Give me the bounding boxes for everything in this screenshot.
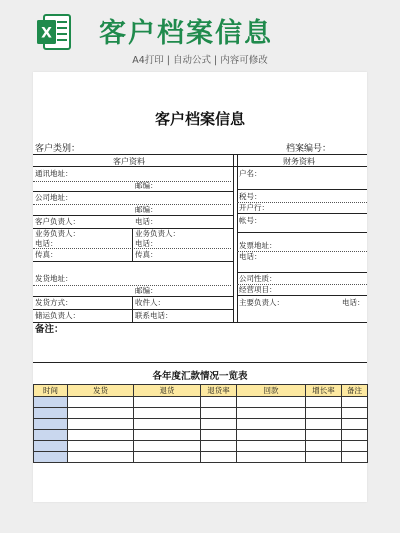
banner: [0, 0, 400, 72]
row-border: [237, 272, 367, 273]
main-manager-phone-label: 电话：: [342, 298, 365, 307]
table-cell[interactable]: [342, 441, 368, 452]
table-cell[interactable]: [201, 419, 237, 430]
table-cell[interactable]: [134, 441, 201, 452]
table-cell[interactable]: [237, 408, 306, 419]
row-border: [33, 296, 233, 297]
excel-icon: [35, 13, 73, 51]
banner-title: 客户档案信息: [99, 18, 273, 49]
row-border: [33, 215, 233, 216]
sheet-title: 客户档案信息: [154, 110, 245, 128]
row-border: [33, 191, 233, 192]
phone-right-label: 电话：: [239, 252, 262, 261]
remark-bottom-border: [33, 362, 367, 363]
row-border: [237, 232, 367, 233]
table-cell[interactable]: [68, 441, 134, 452]
fax-label-2: 传真：: [135, 250, 158, 259]
table-cell[interactable]: [237, 441, 306, 452]
customer-type-label: 客户类别：: [35, 144, 81, 154]
table-cell[interactable]: [34, 397, 68, 408]
table-cell[interactable]: [134, 408, 201, 419]
file-no-label: 档案编号：: [286, 144, 332, 154]
table-cell[interactable]: [201, 397, 237, 408]
table-cell[interactable]: [306, 419, 342, 430]
ship-method-label: 发货方式：: [35, 298, 73, 307]
tax-no-label: 税号：: [239, 192, 262, 201]
business-manager-label-2: 业务负责人：: [135, 229, 180, 238]
dotted-line: [33, 181, 231, 182]
summary-table: [33, 384, 368, 463]
summary-title: 各年度汇款情况一览表: [152, 371, 248, 382]
table-cell[interactable]: [237, 430, 306, 441]
table-cell[interactable]: [34, 419, 68, 430]
excel-logo-letter: X: [41, 25, 52, 42]
table-cell[interactable]: [201, 452, 237, 463]
table-cell[interactable]: [134, 419, 201, 430]
row-border: [237, 189, 367, 190]
table-cell[interactable]: [68, 452, 134, 463]
table-cell[interactable]: [306, 430, 342, 441]
table-cell[interactable]: [237, 419, 306, 430]
zip-label-3: 邮编：: [135, 286, 158, 295]
table-cell[interactable]: [306, 452, 342, 463]
phone-label-2: 电话：: [35, 239, 58, 248]
table-row: [34, 408, 368, 419]
company-nature-label: 公司性质：: [239, 274, 277, 283]
summary-column-header: 退货: [134, 385, 201, 397]
account-name-label: 户名：: [239, 169, 262, 178]
table-cell[interactable]: [201, 408, 237, 419]
banner-subtitle: A4打印 | 自动公式 | 内容可修改: [132, 55, 268, 66]
table-cell[interactable]: [34, 408, 68, 419]
table-cell[interactable]: [306, 397, 342, 408]
summary-column-header: 备注: [342, 385, 368, 397]
table-cell[interactable]: [68, 430, 134, 441]
business-scope-label: 经营项目：: [239, 285, 277, 294]
table-cell[interactable]: [306, 408, 342, 419]
table-cell[interactable]: [342, 419, 368, 430]
section-header-border: [33, 166, 367, 167]
table-row: [34, 419, 368, 430]
phone-label-1: 电话：: [135, 217, 158, 226]
table-cell[interactable]: [68, 408, 134, 419]
section-divider-2: [237, 154, 238, 322]
bank-label: 开户行：: [239, 203, 269, 212]
table-cell[interactable]: [134, 430, 201, 441]
grid-mid-border: [33, 322, 367, 323]
summary-column-header: 增长率: [306, 385, 342, 397]
summary-column-header: 回款: [237, 385, 306, 397]
row-border: [237, 295, 367, 296]
section-divider-1: [233, 154, 234, 322]
table-cell[interactable]: [237, 452, 306, 463]
main-manager-label: 主要负责人：: [239, 298, 284, 307]
left-section-title: 客户资料: [113, 157, 145, 166]
row-border: [33, 309, 233, 310]
right-section-title: 财务资料: [283, 157, 315, 166]
zip-label-1: 邮编：: [135, 181, 158, 190]
table-cell[interactable]: [34, 441, 68, 452]
column-divider: [132, 296, 133, 322]
table-cell[interactable]: [342, 397, 368, 408]
zip-label-2: 邮编：: [135, 205, 158, 214]
table-cell[interactable]: [34, 452, 68, 463]
dotted-line: [33, 285, 231, 286]
storage-manager-label: 储运负责人：: [35, 311, 80, 320]
table-cell[interactable]: [68, 419, 134, 430]
account-no-label: 帐号：: [239, 216, 262, 225]
document-page: [33, 72, 367, 502]
table-cell[interactable]: [134, 397, 201, 408]
invoice-address-label: 发票地址：: [239, 241, 277, 250]
table-cell[interactable]: [342, 430, 368, 441]
table-cell[interactable]: [68, 397, 134, 408]
phone-label-3: 电话：: [135, 239, 158, 248]
table-row: [34, 430, 368, 441]
table-cell[interactable]: [237, 397, 306, 408]
table-cell[interactable]: [134, 452, 201, 463]
company-address-label: 公司地址：: [35, 193, 73, 202]
business-manager-label: 业务负责人：: [35, 229, 80, 238]
row-border: [237, 213, 367, 214]
table-row: [34, 397, 368, 408]
customer-manager-label: 客户负责人：: [35, 217, 80, 226]
table-cell[interactable]: [201, 441, 237, 452]
dotted-line: [33, 204, 231, 205]
summary-column-header: 发货: [68, 385, 134, 397]
row-border: [33, 261, 233, 262]
grid-top-border: [33, 154, 367, 155]
table-cell[interactable]: [342, 452, 368, 463]
table-cell[interactable]: [34, 430, 68, 441]
contact-phone-label: 联系电话：: [135, 311, 173, 320]
column-divider: [132, 228, 133, 261]
remark-label: 备注：: [35, 324, 64, 335]
ship-address-label: 发货地址：: [35, 274, 73, 283]
table-cell[interactable]: [201, 430, 237, 441]
comm-address-label: 通讯地址：: [35, 169, 73, 178]
summary-column-header: 退货率: [201, 385, 237, 397]
summary-header-row: [34, 385, 368, 397]
receiver-label: 收件人：: [135, 298, 165, 307]
fax-label-1: 传真：: [35, 250, 58, 259]
table-cell[interactable]: [306, 441, 342, 452]
table-row: [34, 441, 368, 452]
table-cell[interactable]: [342, 408, 368, 419]
summary-column-header: 时间: [34, 385, 68, 397]
table-row: [34, 452, 368, 463]
